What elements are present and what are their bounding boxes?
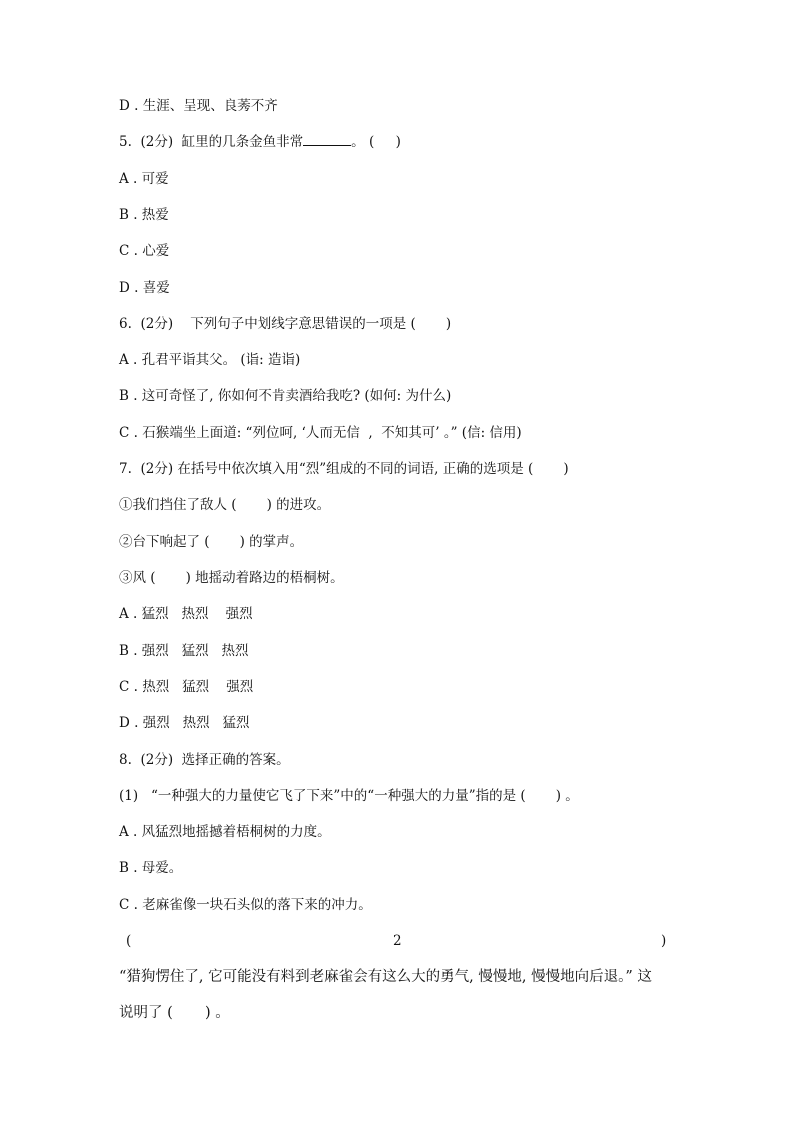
- question-5-option-c: C . 心爱: [119, 243, 170, 259]
- question-8-part-2-open-paren: (: [126, 933, 132, 949]
- question-7-sentence-1: ①我们挡住了敌人 ( ) 的进攻。: [119, 497, 331, 513]
- question-8-part-1-option-c: C . 老麻雀像一块石头似的落下来的冲力。: [119, 897, 372, 913]
- question-6: 6. (2分) 下列句子中划线字意思错误的一项是 ( ): [119, 316, 452, 332]
- question-7-option-d: D . 强烈 热烈 猛烈: [119, 715, 250, 731]
- question-5-option-b: B . 热爱: [119, 207, 169, 223]
- question-8-part-2-number: 2: [393, 933, 402, 949]
- question-8-part-2-text-cont: 说明了 ( ) 。: [119, 1005, 230, 1021]
- question-4-option-d: D . 生涯、呈现、良莠不齐: [119, 98, 278, 114]
- question-7-option-c: C . 热烈 猛烈 强烈: [119, 679, 254, 695]
- question-5-end: 。 ( ): [351, 134, 401, 150]
- question-5-option-a: A . 可爱: [119, 171, 169, 187]
- question-7-sentence-3: ③风 ( ) 地摇动着路边的梧桐树。: [119, 570, 344, 586]
- question-6-option-c: C . 石猴端坐上面道: “列位呵, ‘人而无信 , 不知其可’ 。” (信: 信用): [119, 425, 522, 441]
- question-6-option-b: B . 这可奇怪了, 你如何不肯卖酒给我吃? (如何: 为什么): [119, 388, 452, 404]
- question-5-stem: 5. (2分) 缸里的几条金鱼非常: [119, 134, 304, 150]
- question-6-option-a: A . 孔君平诣其父。 (诣: 造诣): [119, 352, 301, 368]
- question-7-option-b: B . 强烈 猛烈 热烈: [119, 643, 249, 659]
- question-8-part-1-option-a: A . 风猛烈地摇撼着梧桐树的力度。: [119, 824, 331, 840]
- question-8: 8. (2分) 选择正确的答案。: [119, 752, 290, 768]
- question-8-part-2-close-paren: ): [661, 933, 667, 949]
- question-7-option-a: A . 猛烈 热烈 强烈: [119, 606, 253, 622]
- question-5-option-d: D . 喜爱: [119, 280, 170, 296]
- answer-blank: [303, 133, 351, 146]
- question-8-part-1-option-b: B . 母爱。: [119, 860, 183, 876]
- question-7-sentence-2: ②台下响起了 ( ) 的掌声。: [119, 534, 304, 550]
- question-7: 7. (2分) 在括号中依次填入用“烈”组成的不同的词语, 正确的选项是 ( ): [119, 461, 569, 477]
- question-8-part-2-text: “猎狗愣住了, 它可能没有料到老麻雀会有这么大的勇气, 慢慢地, 慢慢地向后退。” 这: [119, 969, 652, 985]
- question-5: [119, 132, 401, 152]
- question-8-part-1: (1) “一种强大的力量使它飞了下来”中的“一种强大的力量”指的是 ( ) 。: [119, 788, 579, 804]
